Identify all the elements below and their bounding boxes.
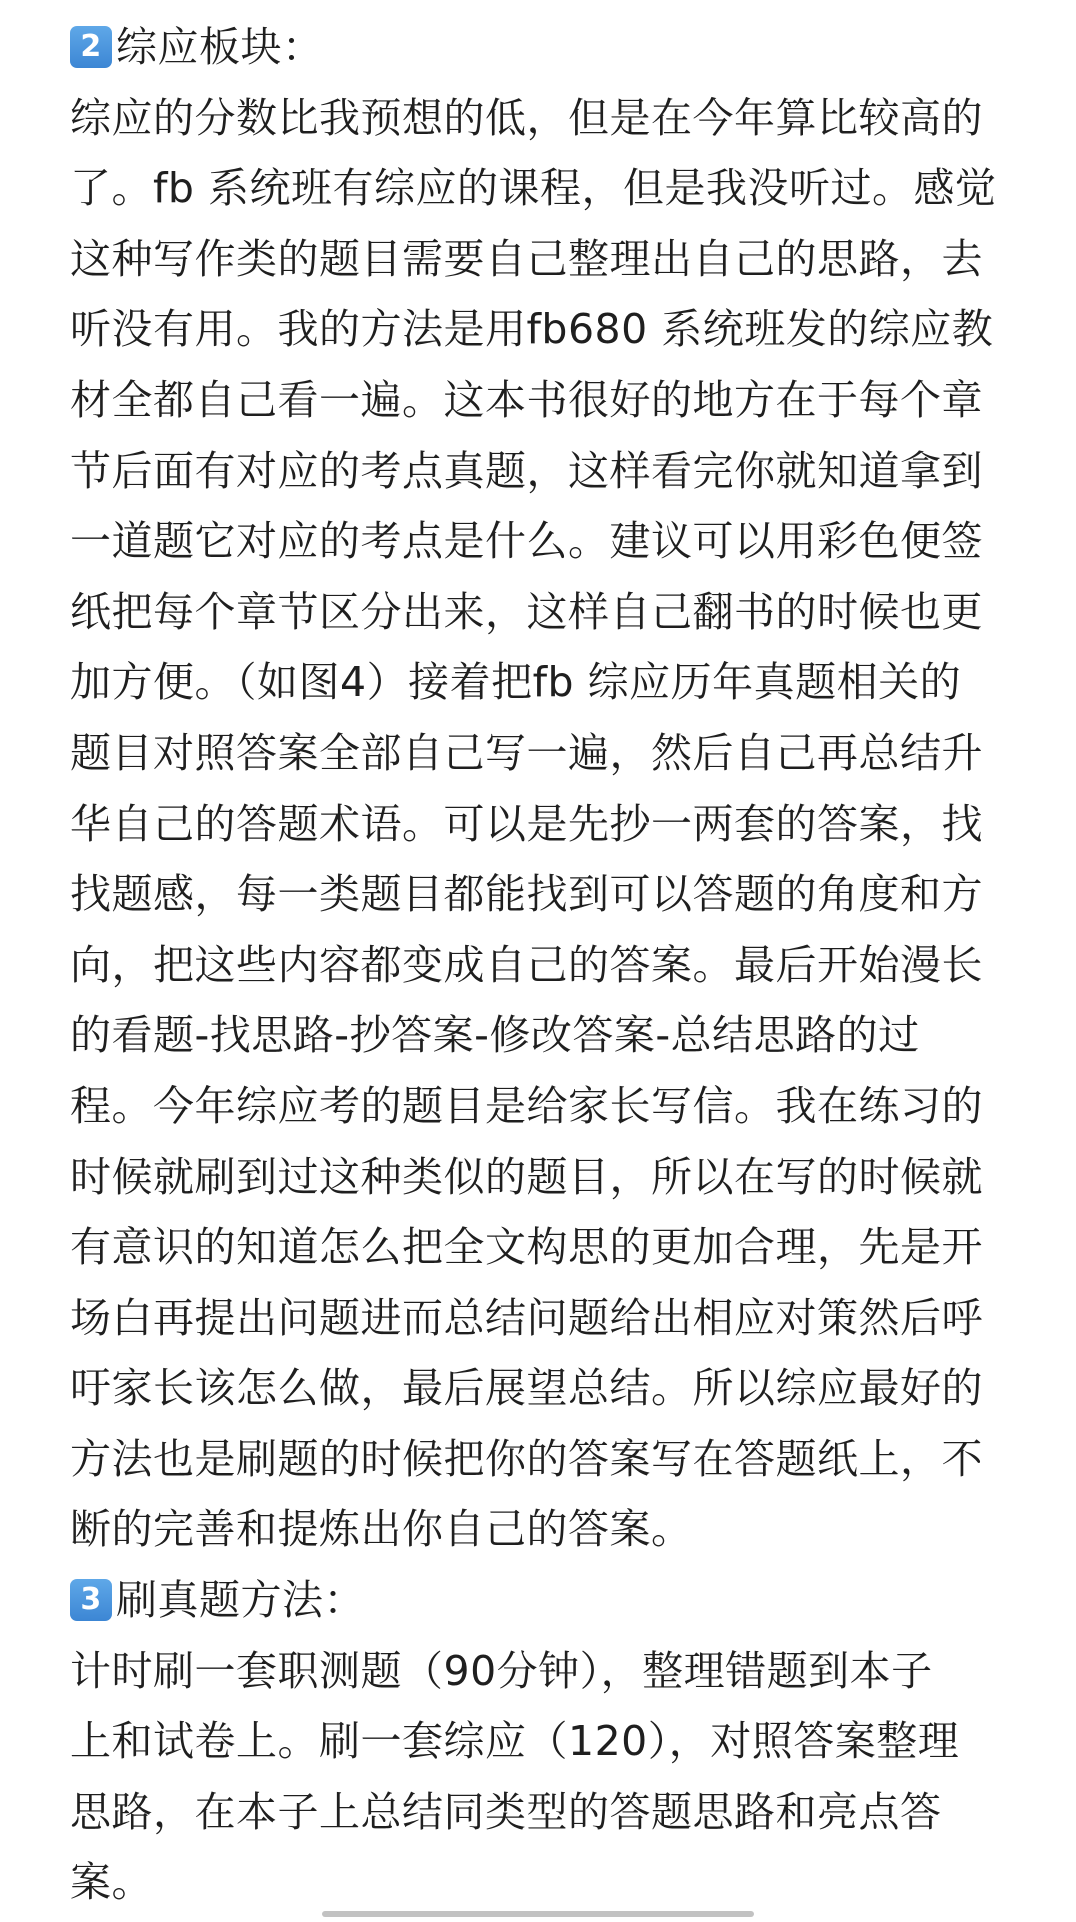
keycap-3-icon: 3 (70, 1579, 112, 1621)
paragraph-line: 题目对照答案全部自己写一遍，然后自己再总结升 (70, 728, 983, 777)
paragraph-line: 一道题它对应的考点是什么。建议可以用彩色便签 (70, 517, 983, 566)
home-indicator-bar[interactable] (322, 1911, 754, 1917)
paragraph-line: 计时刷一套职测题（90分钟），整理错题到本子 (70, 1646, 933, 1695)
paragraph-line: 这种写作类的题目需要自己整理出自己的思路，去 (70, 234, 983, 283)
section-2-body (70, 83, 1010, 1565)
paragraph-line: 节后面有对应的考点真题，这样看完你就知道拿到 (70, 446, 983, 495)
paragraph-line: 时候就刷到过这种类似的题目，所以在写的时候就 (70, 1152, 983, 1201)
paragraph-line: 的看题-找思路-抄答案-修改答案-总结思路的过 (70, 1011, 920, 1060)
paragraph-line: 听没有用。我的方法是用fb680 系统班发的综应教 (70, 305, 994, 354)
paragraph-line: 方法也是刷题的时候把你的答案写在答题纸上，不 (70, 1434, 983, 1483)
section-3-body (70, 1636, 1010, 1918)
paragraph-line: 纸把每个章节区分出来，这样自己翻书的时候也更 (70, 587, 983, 636)
paragraph-line: 有意识的知道怎么把全文构思的更加合理，先是开 (70, 1223, 983, 1272)
paragraph-line: 吁家长该怎么做，最后展望总结。所以综应最好的 (70, 1364, 983, 1413)
article-content (70, 12, 1010, 1918)
paragraph-line: 了。fb 系统班有综应的课程，但是我没听过。感觉 (70, 164, 997, 213)
paragraph-line: 思路，在本子上总结同类型的答题思路和亮点答 (70, 1787, 942, 1836)
paragraph-line: 程。今年综应考的题目是给家长写信。我在练习的 (70, 1081, 983, 1130)
paragraph-line: 上和试卷上。刷一套综应（120），对照答案整理 (70, 1717, 960, 1766)
paragraph-line: 加方便。（如图4）接着把fb 综应历年真题相关的 (70, 658, 962, 707)
paragraph-line: 向，把这些内容都变成自己的答案。最后开始漫长 (70, 940, 983, 989)
paragraph-line: 断的完善和提炼出你自己的答案。 (70, 1505, 693, 1554)
section-2-title: 综应板块： (116, 23, 324, 71)
paragraph-line: 找题感，每一类题目都能找到可以答题的角度和方 (70, 870, 983, 919)
paragraph-line: 案。 (70, 1858, 153, 1907)
paragraph-line: 华自己的答题术语。可以是先抄一两套的答案，找 (70, 799, 983, 848)
paragraph-line: 综应的分数比我预想的低，但是在今年算比较高的 (70, 93, 983, 142)
section-3-title: 刷真题方法： (116, 1576, 365, 1625)
section-3-heading (70, 1565, 1010, 1636)
paragraph-line: 场白再提出问题进而总结问题给出相应对策然后呼 (70, 1293, 983, 1342)
section-2-heading (70, 12, 1010, 83)
paragraph-line: 材全都自己看一遍。这本书很好的地方在于每个章 (70, 375, 983, 424)
keycap-2-icon: 2 (70, 26, 112, 68)
